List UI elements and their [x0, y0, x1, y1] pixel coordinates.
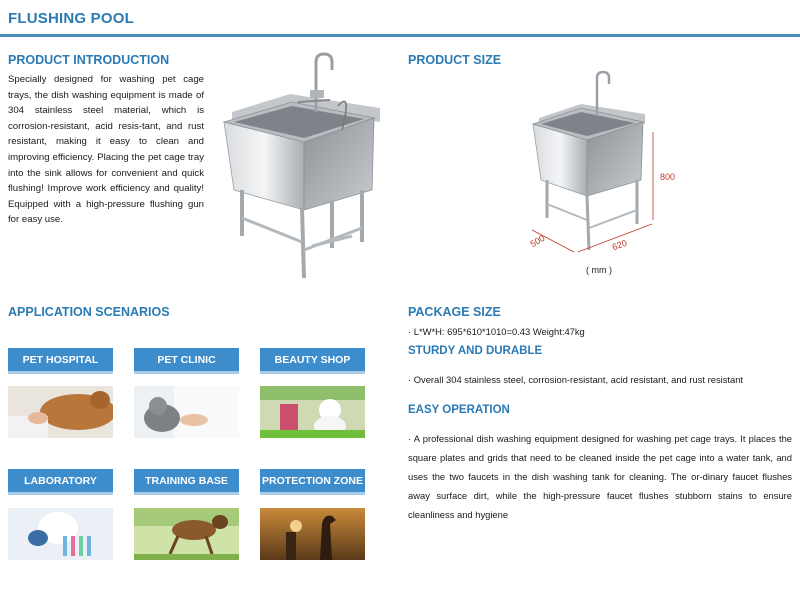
intro-heading: PRODUCT INTRODUCTION: [8, 53, 170, 67]
sturdy-text: · Overall 304 stainless steel, corrosion-resistant, acid resistant, and rust resistant: [408, 374, 744, 385]
size-heading: PRODUCT SIZE: [408, 53, 502, 67]
sink-product-image: [212, 50, 387, 290]
dim-height-label: 800: [660, 172, 676, 182]
intro-text: Specially designed for washing pet cage trays, the dish washing equipment is made of 304 stainless steel material, which is corrosion-resistant, acid resis-tant, and rust resistant, making it easy to clean and improving efficiency. Placing the pet cage tray into the sink allows for convenient and quick flushing! Improve work efficiency and quality! Equipped with a high-pressure flushing gun for easy use.: [8, 74, 204, 226]
beauty-shop-photo: [260, 386, 365, 438]
package-size-text: · L*W*H: 695*610*1010=0.43 Weight:47kg: [408, 326, 585, 337]
sturdy-heading: STURDY AND DURABLE: [408, 345, 543, 357]
scenario-protection-zone-label: PROTECTION ZONE: [260, 469, 365, 495]
laboratory-photo: [8, 508, 113, 560]
scenario-pet-clinic-label: PET CLINIC: [134, 348, 239, 374]
easy-operation-text: · A professional dish washing equipment designed for washing pet cage trays. It places the square plates and grids that need to be cleaned inside the pet cage into a water tank, and uses the two faucets in the dish washing tank for cleaning. The or-dinary faucet flushes away surface dirt, while the high-pressure faucet flushes stubborn stains to ensure cleanliness and hygiene: [408, 433, 792, 520]
easy-operation-heading: EASY OPERATION: [408, 404, 510, 416]
unit-label: ( mm ): [586, 265, 612, 275]
dim-depth-label: 500: [528, 232, 547, 250]
page-title: FLUSHING POOL: [8, 10, 134, 27]
package-heading: PACKAGE SIZE: [408, 305, 501, 319]
scenario-laboratory-label: LABORATORY: [8, 469, 113, 495]
training-base-photo: [134, 508, 239, 560]
protection-zone-photo: [260, 508, 365, 560]
pet-clinic-photo: [134, 386, 239, 438]
scenarios-heading: APPLICATION SCENARIOS: [8, 305, 170, 319]
pet-hospital-photo: [8, 386, 113, 438]
dim-width-label: 620: [610, 237, 629, 253]
title-divider: [0, 34, 800, 37]
scenario-beauty-shop-label: BEAUTY SHOP: [260, 348, 365, 374]
scenario-pet-hospital-label: PET HOSPITAL: [8, 348, 113, 374]
scenario-training-base-label: TRAINING BASE: [134, 469, 239, 495]
